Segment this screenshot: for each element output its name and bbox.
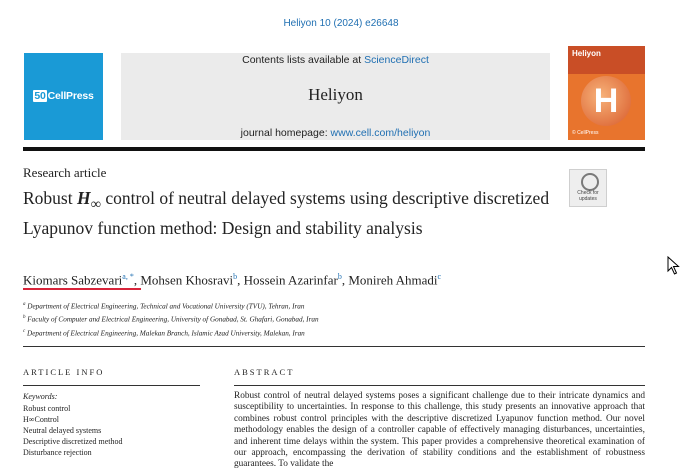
author-name[interactable]: Hossein Azarinfar	[243, 272, 338, 288]
mouse-pointer-icon	[667, 256, 681, 276]
keyword: Descriptive discretized method	[23, 437, 123, 446]
keyword: Robust control	[23, 404, 71, 413]
keyword: Neutral delayed systems	[23, 426, 102, 435]
article-info-heading: ARTICLE INFO	[23, 367, 105, 377]
section-divider	[23, 346, 645, 347]
cellpress-logo[interactable]	[24, 53, 103, 140]
abstract-heading: ABSTRACT	[234, 367, 295, 377]
cellpress-logo-text: 50 CellPress	[34, 90, 94, 102]
affiliations	[23, 299, 319, 339]
journal-name: Heliyon	[308, 85, 363, 104]
article-info-divider	[23, 385, 200, 386]
affiliation: $^a$ Department of Electrical Engineering, Technical and Vocational University (TVU), Tehran, Iran	[23, 302, 305, 311]
keyword: Disturbance rejection	[23, 448, 92, 457]
check-updates-label: Check for updates	[577, 190, 599, 202]
cover-footer: © CellPress	[572, 130, 599, 136]
journal-reference-link[interactable]: Heliyon 10 (2024) e26648	[283, 18, 399, 29]
journal-cover-image[interactable]	[568, 46, 645, 140]
journal-banner	[121, 53, 550, 140]
keyword: H∞Control	[23, 415, 59, 424]
check-updates-icon	[581, 173, 599, 191]
contents-line: Contents lists available at ScienceDirect	[242, 54, 429, 66]
article-title: Robust $H_\infty$ control of neutral delayed systems using descriptive discretized Lyapunov function method: Design and stability analysis	[23, 188, 550, 238]
author-name[interactable]: Monireh Ahmadi	[348, 272, 438, 288]
author-affiliation-mark[interactable]: a, *	[122, 272, 134, 281]
abstract-divider	[234, 385, 645, 386]
keywords-label: Keywords:	[23, 392, 58, 401]
author-affiliation-mark[interactable]: b	[233, 272, 238, 281]
author-name[interactable]: Kiomars Sabzevari	[23, 272, 123, 288]
cover-title: Heliyon	[572, 49, 601, 58]
journal-homepage-link[interactable]: www.cell.com/heliyon	[330, 127, 431, 139]
header-divider	[23, 147, 645, 151]
author-affiliation-mark[interactable]: c	[437, 272, 442, 281]
author-highlight-underline	[23, 288, 141, 290]
affiliation: $^b$ Faculty of Computer and Electrical Engineering, University of Gonabad, St. Ghafari, Gonabad, Iran	[23, 315, 319, 324]
abstract-text: Robust control of neutral delayed systems poses a significant challenge due to their intricate dynamics and susceptibility to uncertainties. In response to this challenge, this study presents an innovative approach that combines robust control principles with the descriptive discretized Lyapunov function method. Our novel methodology enables the design of a controller capable of effectively managing disturbances, uncertainties, and inherent time delays within the system. This paper provides a comprehensive theoretical examination of our approach, encompassing the derivation of stability conditions and the establishment of robustness guarantees. To validate the	[234, 391, 645, 470]
article-type: Research article	[23, 165, 107, 180]
affiliation: $^c$ Department of Electrical Engineering, Malekan Branch, Islamic Azad University, Malekan, Iran	[23, 328, 305, 338]
author-affiliation-mark[interactable]: b	[337, 272, 342, 281]
author-list: Kiomars Sabzevari$^{a, *}$, Mohsen Khosravi$^b$, Hossein Azarinfar$^b$, Monireh Ahmadi$^c$	[23, 272, 442, 288]
sciencedirect-link[interactable]: ScienceDirect	[364, 54, 429, 66]
check-for-updates-button[interactable]	[569, 169, 607, 207]
h-infinity-symbol: $H_\infty$	[76, 188, 102, 213]
cover-letter: H	[593, 82, 619, 120]
author-name[interactable]: Mohsen Khosravi	[140, 272, 234, 288]
keyword-list	[23, 403, 123, 458]
journal-homepage-line: journal homepage: www.cell.com/heliyon	[240, 127, 431, 139]
